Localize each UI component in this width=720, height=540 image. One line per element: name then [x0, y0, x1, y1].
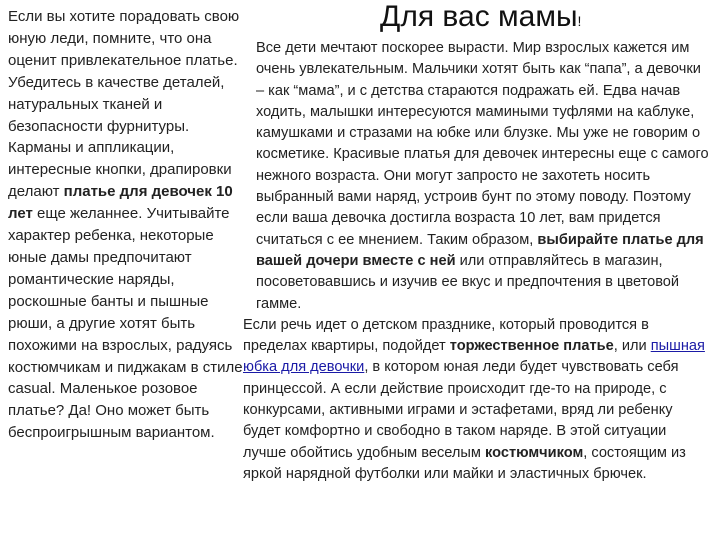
right-p2-text-c: , в котором юная леди будет чувствовать себя принцессой. А если действие происходит где-то на природе, с конкурсами, активными играми и эстафетами, вряд ли ребенку будет комфортно и свободно в таком наряде. В этой ситуации лучше обойтись удобным веселым [243, 359, 679, 461]
title-exclamation: ! [577, 13, 582, 29]
skirt-link[interactable]: пышная юбка для девочки [243, 338, 705, 376]
right-column [243, 38, 713, 485]
right-p2-bold-2: костюмчиком [485, 444, 584, 461]
right-p1-bold: выбирайте платье для вашей дочери вместе с ней [256, 231, 704, 269]
right-paragraph-1 [243, 38, 713, 315]
page-title-text: Для вас мамы [380, 0, 578, 33]
left-column [8, 6, 248, 444]
right-p2-text-b: , или [613, 338, 651, 355]
left-bold-phrase: платье для девочек 10 лет [8, 183, 233, 223]
left-text-part-1: Если вы хотите порадовать свою юную леди, помните, что она оценит привлекательное платье. Убедитесь в качестве деталей, натуральных тканей и безопасности фурнитуры. Карманы и аппликации, интересные кнопки, драпировки делают [8, 8, 240, 201]
right-p2-text-d: , состоящим из яркой нарядной футболки или майки и эластичных брючек. [243, 444, 686, 482]
right-p1-text-b: или отправляйтесь в магазин, посоветовавшись и изучив ее вкус и предпочтения в цветовой гамме. [256, 252, 680, 312]
right-p2-text-a: Если речь идет о детском празднике, который проводится в пределах квартиры, подойдет [243, 316, 649, 355]
right-p1-text-a: Все дети мечтают поскорее вырасти. Мир взрослых кажется им очень увлекательным. Мальчики хотят быть как “папа”, а девочки – как “мама”, и с детства стараются подражать ей. Едва начав ходить, малышки интересуются мамиными туфлями на каблуке, камушками и стразами на юбке или блузке. Мы уже не говорим о косметике. Красивые платья для девочек интересны еще с самого нежного возраста. Они могут запросто не захотеть носить выбранный вами наряд, устроив бунт по этому поводу. Поэтому если ваша девочка достигла возраста 10 лет, вам придется считаться с ее мнением. Таким образом, [256, 40, 709, 248]
right-paragraph-2 [243, 315, 713, 485]
left-text-part-2: еще желаннее. Учитывайте характер ребенка, некоторые юные дамы предпочитают романтические наряды, роскошные банты и пышные рюши, а другие хотят быть похожими на взрослых, радуясь костюмчикам и пиджакам в стиле casual. Маленькое розовое платье? Да! Оно может быть беспроигрышным вариантом. [8, 205, 243, 442]
right-p2-bold-1: торжественное платье [449, 338, 614, 355]
page-title [380, 0, 581, 38]
left-paragraph [8, 6, 248, 444]
